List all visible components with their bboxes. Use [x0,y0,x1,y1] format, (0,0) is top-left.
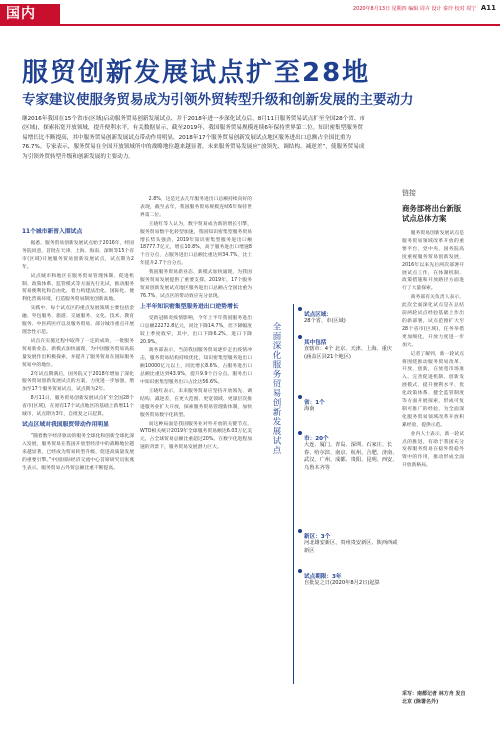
byline-credit: 采写：南都记者 林方舟 发自北京 (除署名外) [402,691,466,705]
bullet-dot-icon [298,335,302,339]
paragraph: 商务部有关负责人表示，此次全面深化试点是在总结前两轮试点经验基础上作出的新部署，试点范围扩大至28个省市(区域)，任务举措更加细化，开放力度进一步加大。 [402,295,464,348]
item-value: 自批复之日(2020年8月2日)起算 [304,580,380,586]
item-value: 海南 [304,406,315,412]
paragraph: “随着数字经济驱动的服务全球化和创新全球化深入发展，服务贸易在我国开放型经济中的战略地位越来越显著，已经成为贸易转型升级、促进高质量发展的重要引擎。”中国国际经济交流中心首席研究员张燕生表示。服务贸易占外贸总额比重不断提高。 [22,433,134,471]
sidebar-title: 商务部将出台新版试点总体方案 [402,204,462,223]
paragraph: 王晓红表示，未来服务贸易应坚持开放领先、调结构、减逆差，在更大范围、更宽领域、更深层次推进服务业扩大开放，探索服务贸易管理新体制，加快服务贸易数字化转型。 [140,388,252,418]
section-heading: 11个城市新晋入围试点 [22,229,83,235]
page-number: A11 [480,4,496,12]
section-tag: 国内 [0,4,60,24]
page-header [0,0,500,24]
date-line [353,4,496,12]
item-label: 试点区域： [304,312,332,318]
item-value: 河北雄安新区、贵州贵安新区、陕西西咸新区 [304,540,398,554]
sidebar-link-label: 链接 [402,189,416,197]
lead-paragraph: 继2016年我国在15个省市(区域)启动服务贸易创新发展试点、并于2018年进一步深化试点后，8月11日服务贸易试点扩至全国28个省、市(区域)，探索拓宽开放领域，提升便利水平。有关数据显示，截至2019年，我国服务贸易规模连续6年保持世界第二位。知识密集型服务贸易增长比不断提高，其中服务贸易创新发展试点带动作用明显，2018年17个服务贸易创新发展试点地区服务进出口总额占全国比重为76.7%。专家表示，服务贸易在全国开放领域所中的战略地位越来越显著，未来服务贸易发展应“放领先、调结构、减逆差”，使服务贸易成为引领外贸转型升级和创新发展的主要动力。 [22,116,366,160]
paragraph: 业内人士表示，新一轮试点的推进，有助于我国充分发挥服务贸易在稳外贸稳外资中的作用，推动形成全面开放新格局。 [402,431,464,469]
paragraph: 商务部表示，当前我国服务贸易逐步走出疫情冲击，服务贸易结构持续优化，知识密集型服务进出口额10000亿元以上，同比增长8.6%，占服务进出口总额比重达到43.9%，提升9.9个百分点。服务出口中知识密集型服务出口占比达56.6%。 [140,348,252,386]
item-label: 新区：3个 [304,534,331,540]
paragraph: 王晓红等人认为，数字贸易成为新的增长引擎，服务贸易数字化转型加速，我国知识密集型服务贸易增长势头强劲，2019年知识密集型服务进出口额18777.7亿元，增长10.8%，高于服务进出口增速8个百分点，占服务进出口总额比重达到34.7%，比上年提升2.7个百分点。 [140,221,252,267]
date-line-text: 2020年8月13日 星期四 编辑 周卉 设计 秦玲 校对 周宁 [352,6,477,12]
item-value: 大连、厦门、青岛、深圳、石家庄、长春、哈尔滨、南京、杭州、合肥、济南、武汉、广州、成都、贵阳、昆明、西安、乌鲁木齐等 [304,442,398,471]
paragraph: 服务贸易创新发展试点是服务贸易领域改革开放的重要平台，党中央、国务院高度重视服务贸易创新发展，2016年以来先后两次部署开展试点工作，在体制机制、政策措施和开放路径方面进行了大量探索。 [402,231,464,292]
sidebar-column [402,230,464,670]
paragraph: 2.8%，这是过去几年服务进出口总额持续向好的表现，截至去年，我国服务贸易规模连续6年保持世界第二位。 [140,197,252,218]
paragraph: 记者了解到，新一轮试点将围绕推动服务贸易改革、开放、创新，在放宽市场准入、完善促进机制、创新发展模式、提升便利水平、优化政策体系、健全监管制度等方面开展探索，形成可复制可推广的经验，为全面深化服务贸易领域改革开放积累经验、提供示范。 [402,351,464,428]
bullet-dot-icon [298,307,302,311]
item-label: 其中包括 [304,340,327,346]
paragraph: 试点在实施过程中取得了一定的成效，一批服务贸易新业态、新模式加快涌现，为中国服务贸易高质量发展作出积极探索，并提升了服务贸易在国际服务贸易中的地位。 [22,338,134,368]
paragraph: 而这种局面是我国服务业对外开放的关键节点，WTO相关统计2019年全球服务贸易额达6.03万亿美元，占全球贸易总额比重超过20%。在数字化进程加速的背景下，服务贸易发展潜力巨大。 [140,421,252,451]
article-column-2 [140,196,252,746]
headline: 服贸创新发展试点扩至28地 [22,58,371,88]
paragraph: 据悉，服务贸易创新发展试点始于2016年，经国务院同意，首批在天津、上海、海南、深圳等15个省市(区域)开展服务贸易创新发展试点，试点期为2年。 [22,241,134,270]
vertical-title: 全面深化服务贸易创新发展试点 [271,322,281,455]
bullet-dot-icon [298,395,302,399]
item-label: 市：20个 [304,436,329,442]
section-heading: 试点区域对我国服贸带动作用明显 [22,421,109,428]
paragraph: 实践中，每个试点区的重点发展领域主要包括金融、外包服务、旅游、交通服务、文化、技术、教育服务、中医药医疗以及服务贸易、部分城市重点开展理念性示范。 [22,306,134,335]
subheadline: 专家建议使服务贸易成为引领外贸转型升级和创新发展的主要动力 [22,92,414,108]
item-label: 省：1个 [304,400,325,406]
pilot-info-list [294,304,402,684]
paragraph: 8月11日，服务贸易创新发展试点扩至全国28个省市(区域)，在原有17个试点地区的基础上新增11个城市，试点期为3年，自批复之日起算。 [22,396,134,418]
paragraph: 我国服务贸易新业态、新模式加快涌现，为我国服务贸易发展提供了重要支撑。2019年，17个服务贸易创新发展试点地区服务进出口总额占全国比重为76.7%，试点区的带动效应充分显现。 [140,270,252,299]
item-label: 试点期限：3年 [304,574,342,580]
paragraph: 受新冠肺炎疫情影响，今年上半年我国服务进出口总额22272.8亿元，同比下降14.7%，但下降幅度较上季度收窄。其中，出口下降6.2%，进口下降20.9%。 [140,315,252,345]
bullet-dot-icon [298,431,302,435]
bullet-dot-icon [298,569,302,573]
sidebar-header [402,188,464,224]
header-rule [0,24,500,26]
paragraph: 2年试点期满后，国务院又于2018年增加了深化服务贸易创新发展试点的方案，力度进一步加强，增加至17个服务贸易试点，试点期为2年。 [22,371,134,393]
item-value: 直辖市：4个 北京、天津、上海、重庆(涵盖区县21个地区) [304,346,392,360]
item-value: 28个省、市(区域) [304,318,346,324]
article-column-1 [22,226,134,746]
bullet-dot-icon [298,529,302,533]
section-heading: 上半年知识密集型服务进出口逆势增长 [140,303,239,310]
paragraph: 试点城市和地区在服务贸易管理体制、促进机制、政策体系、监管模式等方面先行先试，推动服务贸易便利化和自由化，着力构建法治化、国际化、便利化营商环境，打造服务贸易制度创新高地。 [22,273,134,303]
